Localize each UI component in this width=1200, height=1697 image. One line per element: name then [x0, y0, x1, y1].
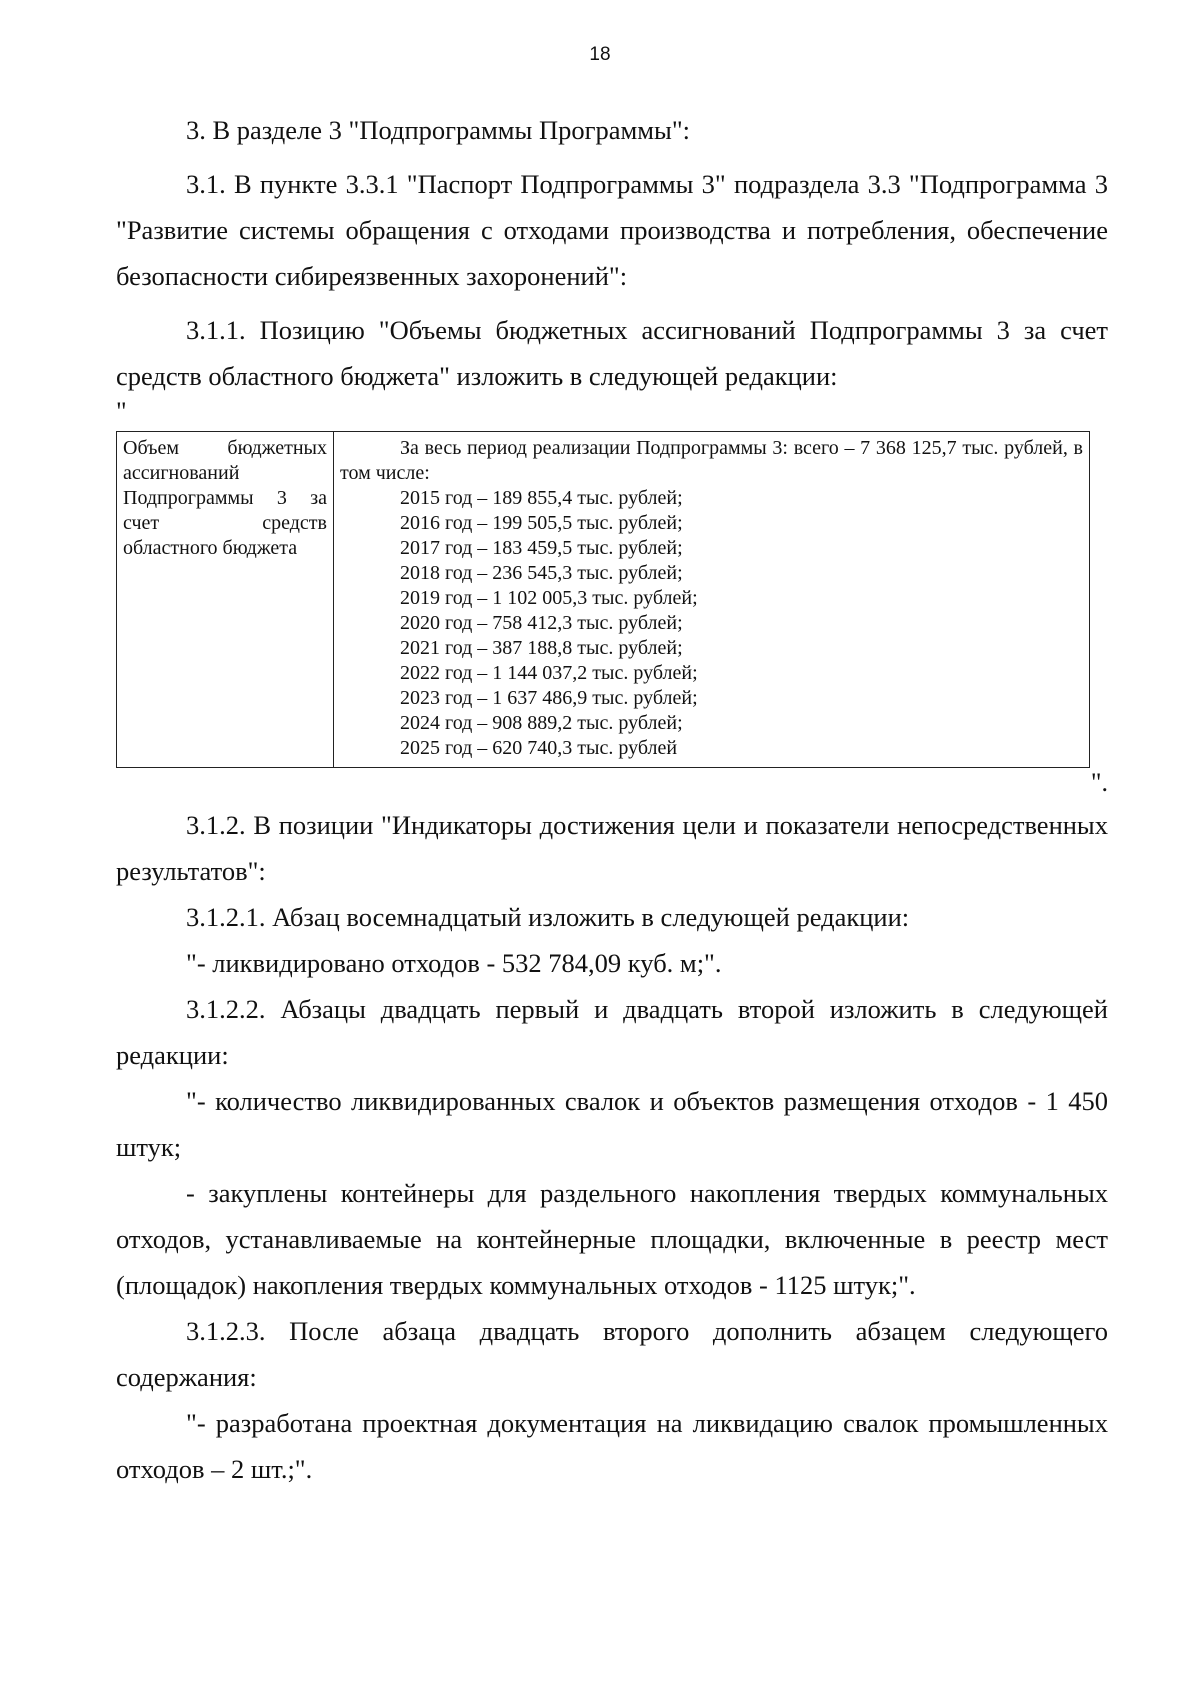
budget-label-cell: Объем бюджетных ассигнований Подпрограммы 3 за счет средств областного бюджета	[117, 432, 334, 768]
budget-year-2019: 2019 год – 1 102 005,3 тыс. рублей;	[400, 587, 698, 609]
page-number: 18	[589, 44, 611, 65]
budget-year-2025: 2025 год – 620 740,3 тыс. рублей	[400, 737, 678, 759]
paragraph-quote-dumps: "- количество ликвидированных свалок и объектов размещения отходов - 1 450 штук;	[116, 1086, 1108, 1162]
paragraph-3-1-2-2: 3.1.2.2. Абзацы двадцать первый и двадцать второй изложить в следующей редакции:	[116, 994, 1108, 1070]
paragraph-3-1-1: 3.1.1. Позицию "Объемы бюджетных ассигнований Подпрограммы 3 за счет средств областного бюджета" изложить в следующей редакции:	[116, 315, 1108, 391]
paragraph-section-3: 3. В разделе 3 "Подпрограммы Программы":	[186, 115, 691, 145]
budget-year-2023: 2023 год – 1 637 486,9 тыс. рублей;	[400, 687, 698, 709]
paragraph-3-1-2-3: 3.1.2.3. После абзаца двадцать второго дополнить абзацем следующего содержания:	[116, 1316, 1108, 1392]
budget-year-2017: 2017 год – 183 459,5 тыс. рублей;	[400, 537, 683, 559]
paragraph-quote-design-docs: "- разработана проектная документация на ликвидацию свалок промышленных отходов – 2 шт.;".	[116, 1408, 1108, 1484]
paragraph-3-1: 3.1. В пункте 3.3.1 "Паспорт Подпрограммы 3" подраздела 3.3 "Подпрограмма 3 "Развитие системы обращения с отходами производства и потребления, обеспечение безопасности сибиреязвенных захоронений":	[116, 169, 1108, 291]
budget-values-cell	[334, 432, 1090, 768]
budget-year-2016: 2016 год – 199 505,5 тыс. рублей;	[400, 512, 683, 534]
document-body	[116, 107, 1108, 1492]
budget-table	[116, 431, 1090, 768]
table-row	[117, 432, 1090, 768]
budget-total: За весь период реализации Подпрограммы 3: всего – 7 368 125,7 тыс. рублей, в том числе:	[340, 437, 1083, 484]
budget-year-2020: 2020 год – 758 412,3 тыс. рублей;	[400, 612, 683, 634]
open-quote: "	[116, 397, 127, 426]
paragraph-3-1-2: 3.1.2. В позиции "Индикаторы достижения цели и показатели непосредственных результатов":	[116, 810, 1108, 886]
budget-year-2022: 2022 год – 1 144 037,2 тыс. рублей;	[400, 662, 698, 684]
paragraph-3-1-2-1: 3.1.2.1. Абзац восемнадцатый изложить в следующей редакции:	[186, 902, 910, 932]
paragraph-quote-containers: - закуплены контейнеры для раздельного накопления твердых коммунальных отходов, устанавливаемые на контейнерные площадки, включенные в реестр мест (площадок) накопления твердых коммунальных отходов - 1125 штук;".	[116, 1178, 1108, 1300]
budget-year-2015: 2015 год – 189 855,4 тыс. рублей;	[400, 487, 683, 509]
budget-year-2024: 2024 год – 908 889,2 тыс. рублей;	[400, 712, 683, 734]
budget-year-2018: 2018 год – 236 545,3 тыс. рублей;	[400, 562, 683, 584]
budget-year-2021: 2021 год – 387 188,8 тыс. рублей;	[400, 637, 683, 659]
close-quote: ".	[1090, 768, 1108, 797]
paragraph-quote-waste: "- ликвидировано отходов - 532 784,09 куб. м;".	[186, 948, 722, 978]
